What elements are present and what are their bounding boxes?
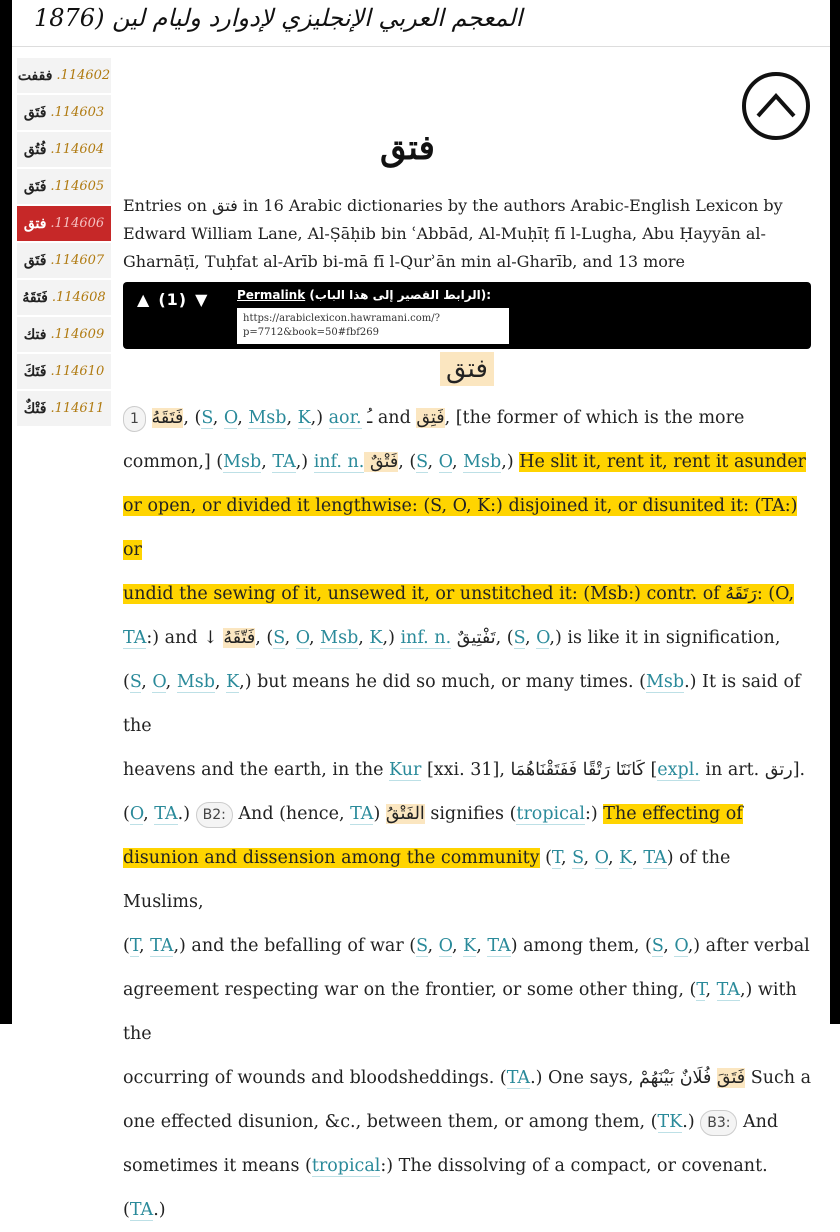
source-link[interactable]: Msb (223, 452, 262, 472)
text-line: (O, TA.) B2: And (hence, TA) الفَتْقُ signifies (tropical:) The effecting of (123, 792, 813, 836)
scroll-top-button[interactable] (742, 72, 810, 140)
sidebar-item[interactable] (17, 58, 111, 93)
text: تَفْتِيقٌ, ( (451, 628, 514, 648)
sidebar-item[interactable] (17, 391, 111, 426)
source-link[interactable]: S (513, 628, 525, 648)
text: ( (539, 848, 552, 868)
text: ) of the Muslims, (123, 848, 731, 912)
sidebar-item-arabic: فَتَق (23, 252, 47, 269)
source-link[interactable]: K (297, 408, 311, 428)
permalink-link[interactable]: Permalink (237, 288, 306, 302)
text: in art. رتق]. (699, 760, 806, 780)
chevron-up-icon (754, 84, 798, 128)
source-link[interactable]: S (273, 628, 285, 648)
text: ( (123, 936, 130, 956)
source-link[interactable]: T (696, 980, 706, 1000)
source-link[interactable]: TA (716, 980, 740, 1000)
sidebar-item-arabic: فَتَق (23, 178, 47, 195)
text: ,) (382, 628, 401, 648)
arabic-word: فَتَقَ (716, 1068, 746, 1088)
source-link[interactable]: T (129, 936, 139, 956)
highlighted-text: undid the sewing of it, unsewed it, or unstitched it: (Msb:) contr. of رَتَقَهُ: (O, (123, 584, 795, 604)
text-line: agreement respecting war on the frontier, or some other thing, (T, TA,) with the (123, 980, 797, 1044)
text-line: common,] (Msb, TA,) inf. n. فَتْقٌ, (S, O, Msb,) He slit it, rent it, rent it asunder (123, 452, 806, 472)
headword: فتق (440, 352, 494, 386)
source-link[interactable]: S (129, 672, 142, 692)
sidebar-item-number: .114603 (50, 105, 105, 120)
text-line (123, 1144, 813, 1232)
source-link[interactable]: O (129, 804, 144, 824)
sidebar (17, 58, 111, 428)
permalink-label (237, 288, 491, 302)
source-link[interactable]: Kur (389, 760, 422, 780)
text: signifies ( (424, 804, 517, 824)
sidebar-item-number: .114609 (50, 327, 105, 342)
source-link[interactable]: K (463, 936, 477, 956)
text: Such a (745, 1068, 812, 1088)
source-link[interactable]: S (651, 936, 664, 956)
sidebar-item[interactable] (17, 169, 111, 204)
source-link[interactable]: Msb (645, 672, 685, 692)
text-line (123, 572, 813, 616)
abbrev-link[interactable]: inf. n. (400, 628, 452, 648)
text: , ( (398, 452, 417, 472)
source-link[interactable]: O (594, 848, 608, 868)
text: And (hence, (232, 804, 351, 824)
sidebar-item-arabic: فتق (23, 215, 47, 232)
text: ,) (501, 452, 520, 472)
sidebar-item-arabic: فتك (23, 326, 47, 343)
sense-badge[interactable]: B3: (700, 1110, 737, 1136)
highlighted-text: He slit it, rent it, rent it asunder (519, 452, 806, 472)
sidebar-item[interactable] (17, 354, 111, 389)
arabic-word: فَتْقٌ (364, 452, 399, 472)
source-link[interactable]: S (416, 452, 428, 472)
text: :) and ↓ (146, 628, 224, 648)
highlighted-text: disunion and dissension among the community (123, 848, 540, 868)
text-line: (T, TA,) and the befalling of war (S, O, K, TA) among them, (S, O,) after verbal (123, 936, 810, 956)
highlighted-text: The effecting of (603, 804, 743, 824)
abbrev-link[interactable]: aor. (328, 408, 362, 428)
source-link[interactable]: TA (487, 936, 511, 956)
top-bar (12, 0, 830, 47)
text: .) (177, 804, 196, 824)
source-link[interactable]: K (619, 848, 633, 868)
source-link[interactable]: T (551, 848, 561, 868)
sidebar-item-number: .114604 (50, 142, 105, 157)
text: :) (584, 804, 604, 824)
site-title[interactable]: المعجم العربي الإنجليزي لإدوارد وليام لين (1876 (34, 4, 523, 32)
arabic-word: فَتَقَهُ (151, 408, 184, 428)
source-link[interactable]: TA (123, 628, 147, 648)
sidebar-item-arabic: فُتُق (23, 141, 47, 158)
permalink-url[interactable]: https://arabiclexicon.hawramani.com/?p=7712&book=50#fbf269 (237, 308, 509, 344)
text: ,) (310, 408, 329, 428)
sidebar-item[interactable] (17, 317, 111, 352)
sidebar-item-arabic: فَتَكَ (23, 363, 47, 380)
source-link[interactable]: TA (154, 804, 178, 824)
text: , ( (183, 408, 202, 428)
text: ,) but means he did so much, or many times. ( (239, 672, 646, 692)
root-title: فتق (380, 128, 435, 168)
sidebar-item-arabic: فَتْكٌ (23, 400, 47, 417)
abbrev-link[interactable]: tropical (516, 804, 585, 824)
text: common,] ( (123, 452, 224, 472)
sidebar-item[interactable] (17, 243, 111, 278)
text: ,) with the (123, 980, 797, 1044)
text: فُلَانٌ بَيْنَهُمْ (638, 1068, 717, 1088)
prev-entry-icon[interactable]: ▲ (137, 290, 151, 309)
arabic-word: فَتِق (416, 408, 445, 428)
source-link[interactable]: O (223, 408, 238, 428)
source-link[interactable]: TA (150, 936, 174, 956)
source-link[interactable]: Msb (176, 672, 215, 692)
next-entry-icon[interactable]: ▼ (195, 290, 209, 309)
sidebar-item-number: .114611 (50, 401, 105, 416)
sidebar-item-arabic: فَتَق (23, 104, 47, 121)
source-link[interactable]: O (674, 936, 688, 956)
source-link[interactable]: TA (506, 1068, 531, 1088)
entry-navigation (123, 282, 811, 349)
entry-body (123, 396, 813, 1232)
sidebar-item-arabic: فَتَقَهُ (22, 289, 48, 306)
text: one effected disunion, &c., between them, or among them, ( (123, 1112, 658, 1132)
sidebar-item-number: .114602 (56, 68, 111, 83)
text-line (123, 748, 813, 792)
text: [xxi. 31], كَانَتَا رَتْقًا فَفَتَقْنَاهُمَا [ (421, 760, 658, 780)
source-link[interactable]: TA (643, 848, 667, 868)
sidebar-item-number: .114605 (50, 179, 105, 194)
text: heavens and the earth, in the (123, 760, 390, 780)
sidebar-item-arabic: فقفت (17, 67, 53, 84)
source-link[interactable]: TK (657, 1112, 683, 1132)
text: .) It is said of the (123, 672, 801, 736)
text: sometimes it means ( (123, 1156, 312, 1176)
source-link[interactable]: S (572, 848, 584, 868)
sidebar-item[interactable] (17, 280, 111, 315)
abbrev-link[interactable]: expl. (657, 760, 700, 780)
text-line: 1 فَتَقَهُ, (S, O, Msb, K,) aor. ـُ and فَتِق, [the former of which is the more (123, 396, 813, 440)
text: ,) (295, 452, 314, 472)
text-line: (S, O, Msb, K,) but means he did so much, or many times. (Msb.) It is said of the (123, 672, 801, 736)
sense-badge[interactable]: 1 (123, 406, 146, 432)
text: ( (123, 672, 130, 692)
source-link[interactable]: O (152, 672, 166, 692)
sidebar-item-number: .114608 (51, 290, 106, 305)
text-line: disunion and dissension among the community (T, S, O, K, TA) of the Muslims, (123, 848, 731, 912)
source-link[interactable]: O (438, 452, 452, 472)
text: ) (373, 804, 386, 824)
sidebar-item[interactable] (17, 132, 111, 167)
permalink-arabic: (الرابط القصير إلى هذا الباب): (309, 288, 492, 302)
sidebar-item-active[interactable] (17, 206, 111, 241)
text: ,) is like it in signification, (549, 628, 781, 648)
text: .) One says, (530, 1068, 639, 1088)
text: .) (153, 1200, 166, 1220)
source-link[interactable]: O (536, 628, 550, 648)
text: occurring of wounds and bloodsheddings. ( (123, 1068, 507, 1088)
abbrev-link[interactable]: inf. n. (313, 452, 365, 472)
source-link[interactable]: Msb (463, 452, 502, 472)
source-link[interactable]: TA (129, 1200, 154, 1220)
text: ,) and the befalling of war ( (173, 936, 417, 956)
text: And (737, 1112, 779, 1132)
sidebar-item[interactable] (17, 95, 111, 130)
source-link[interactable]: O (295, 628, 310, 648)
source-link[interactable]: K (369, 628, 383, 648)
arabic-word: فَتّقَهُ (223, 628, 256, 648)
entries-summary: Entries on فتق in 16 Arabic dictionaries by the authors Arabic-English Lexicon by Edward William Lane, Al-Ṣāḥib bin ʿAbbād, Al-Muḥīṭ fī l-Lugha, Abu Ḥayyān al-Gharnāṭī, Tuḥfat al-Arīb bi-mā fī l-Qurʾān min al-Gharīb, and 13 more (123, 196, 783, 271)
source-link[interactable]: K (226, 672, 240, 692)
text: ( (123, 804, 130, 824)
sidebar-item-number: .114606 (50, 216, 105, 231)
text-line (123, 484, 813, 572)
text: :) The dissolving of a compact, or covenant. ( (123, 1156, 768, 1220)
source-link[interactable]: TA (350, 804, 374, 824)
abbrev-link[interactable]: tropical (311, 1156, 381, 1176)
text: ) among them, ( (510, 936, 652, 956)
text: ,) after verbal (687, 936, 810, 956)
source-link[interactable]: Msb (320, 628, 359, 648)
source-link[interactable]: TA (272, 452, 296, 472)
sense-badge[interactable]: B2: (196, 802, 233, 828)
text: .) (682, 1112, 701, 1132)
text: agreement respecting war on the frontier, or some other thing, ( (123, 980, 697, 1000)
nav-controls (137, 290, 216, 309)
sidebar-item-number: .114607 (50, 253, 105, 268)
source-link[interactable]: O (438, 936, 452, 956)
source-link[interactable]: Msb (248, 408, 287, 428)
text: ـُ and (361, 408, 417, 428)
source-link[interactable]: S (201, 408, 213, 428)
text-line (123, 1056, 813, 1100)
text-line: TA:) and ↓ فَتّقَهُ, (S, O, Msb, K,) inf. n. تَفْتِيقٌ, (S, O,) is like it in signification, (123, 628, 781, 648)
text: , ( (255, 628, 274, 648)
text-line (123, 1100, 813, 1144)
highlighted-text: or open, or divided it lengthwise: (S, O, K:) disjoined it, or disunited it: (TA:) or (123, 496, 798, 560)
source-link[interactable]: S (416, 936, 428, 956)
sidebar-item-number: .114610 (50, 364, 105, 379)
arabic-word: الفَتْقُ (385, 804, 425, 824)
entry-count: (1) (158, 290, 188, 309)
text: , [the former of which is the more (444, 408, 745, 428)
